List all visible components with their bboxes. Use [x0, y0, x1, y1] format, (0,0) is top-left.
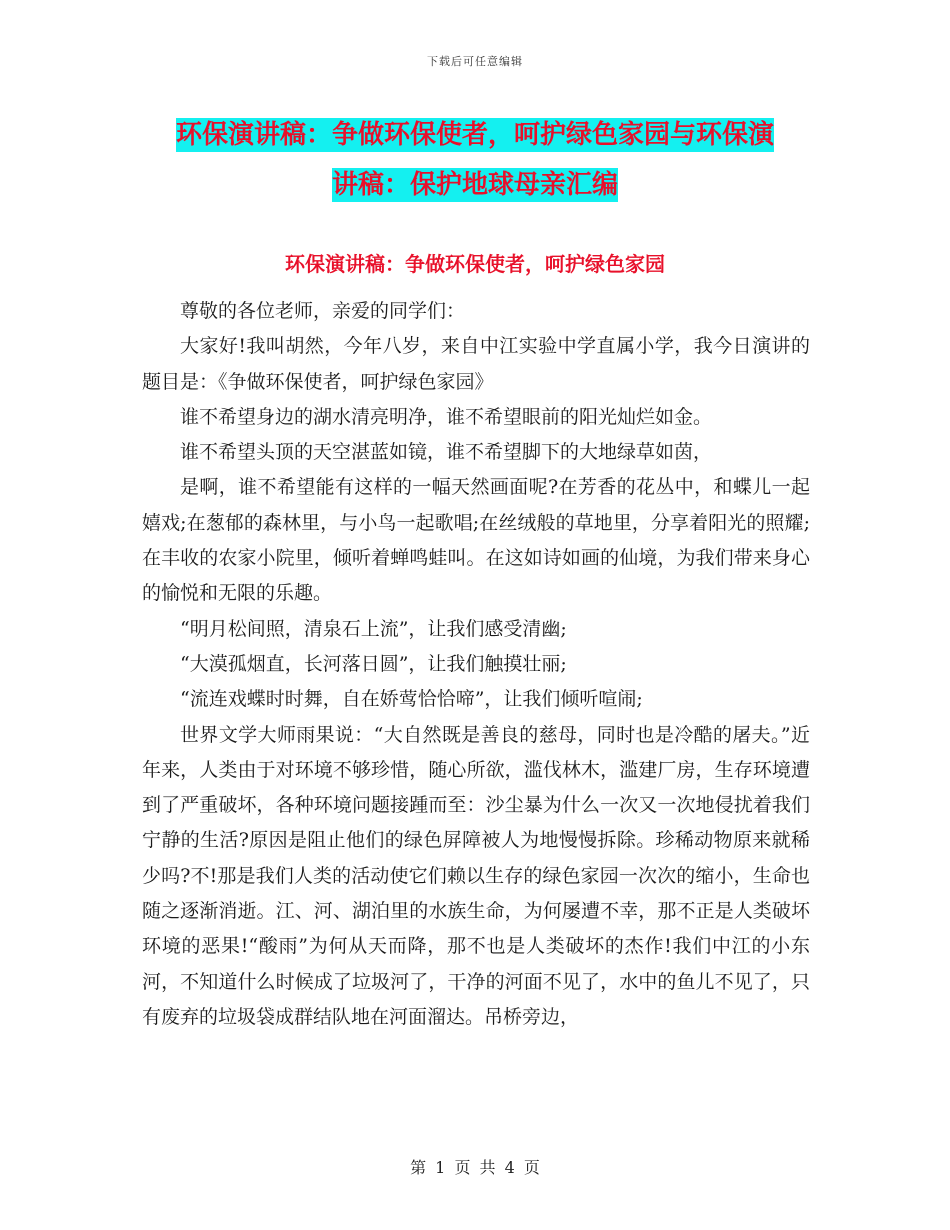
- page-footer: 第 1 页 共 4 页: [410, 1158, 540, 1177]
- paragraph: 谁不希望头顶的天空湛蓝如镜，谁不希望脚下的大地绿草如茵，: [180, 441, 713, 464]
- paragraph: 尊敬的各位老师，亲爱的同学们：: [180, 300, 466, 322]
- paragraph: 谁不希望身边的湖水清亮明净，谁不希望眼前的阳光灿烂如金。: [180, 405, 713, 428]
- document-title-line-2: 讲稿：保护地球母亲汇编: [331, 170, 618, 200]
- body-text: [142, 294, 810, 1035]
- document-title: [140, 110, 810, 210]
- document-title-line-1: 环保演讲稿：争做环保使者，呵护绿色家园与环保演: [175, 120, 774, 150]
- paragraph: “流连戏蝶时时舞，自在娇莺恰恰啼”，让我们倾听喧闹;: [180, 688, 643, 711]
- paragraph: 是啊，谁不希望能有这样的一幅天然画面呢?在芳香的花丛中，和蝶儿一起嬉戏;在葱郁的森林里，与小鸟一起歌唱;在丝绒般的草地里，分享着阳光的照耀;在丰收的农家小院里，倾听着蝉鸣蛙叫。在这如诗如画的仙境，为我们带来身心的愉悦和无限的乐趣。: [142, 476, 810, 605]
- paragraph: 世界文学大师雨果说：“大自然既是善良的慈母，同时也是冷酷的屠夫。”近年来，人类由于对环境不够珍惜，随心所欲，滥伐林木，滥建厂房，生存环境遭到了严重破坏，各种环境问题接踵而至：沙尘暴为什么一次又一次地侵扰着我们宁静的生活?原因是阻止他们的绿色屏障被人为地慢慢拆除。珍稀动物原来就稀少吗?不!那是我们人类的活动使它们赖以生存的绿色家园一次次的缩小，生命也随之逐渐消逝。江、河、湖泊里的水族生命，为何屡遭不幸，那不正是人类破坏环境的恶果!“酸雨”为何从天而降，那不也是人类破坏的杰作!我们中江的小东河，不知道什么时候成了垃圾河了，干净的河面不见了，水中的鱼儿不见了，只有废弃的垃圾袋成群结队地在河面溜达。吊桥旁边，: [142, 723, 810, 1028]
- section-subtitle: 环保演讲稿：争做环保使者，呵护绿色家园: [285, 252, 665, 276]
- paragraph: 大家好!我叫胡然，今年八岁，来自中江实验中学直属小学，我今日演讲的题目是：《争做环保使者，呵护绿色家园》: [142, 335, 810, 393]
- paragraph: “明月松间照，清泉石上流”，让我们感受清幽;: [180, 617, 567, 640]
- paragraph: “大漠孤烟直，长河落日圆”，让我们触摸壮丽;: [180, 652, 567, 675]
- header-note: 下载后可任意编辑: [427, 55, 523, 68]
